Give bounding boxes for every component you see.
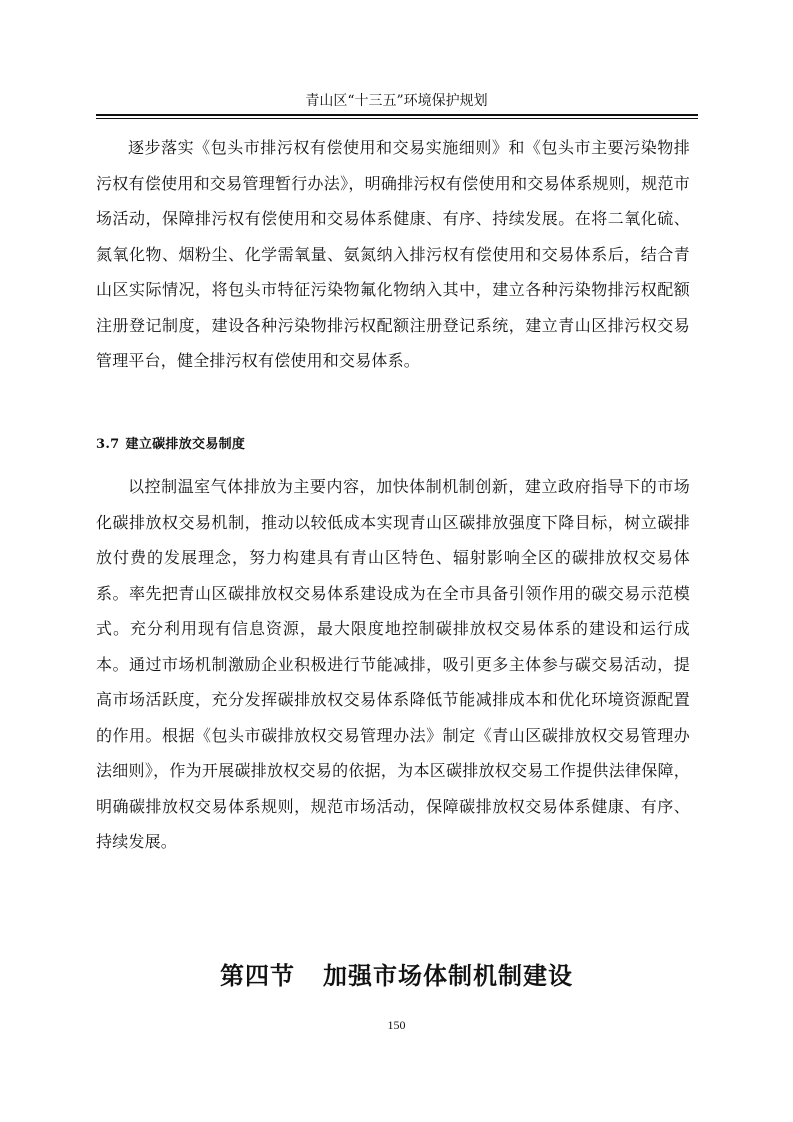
header-rule-thin bbox=[96, 118, 698, 119]
chapter-label: 第四节 bbox=[220, 962, 295, 990]
body-paragraph-2: 以控制温室气体排放为主要内容，加快体制机制创新，建立政府指导下的市场化碳排放权交易机制，推动以较低成本实现青山区碳排放强度下降目标，树立碳排放付费的发展理念，努力构建具有青山区特色、辐射影响全区的碳排放权交易体系。率先把青山区碳排放权交易体系建设成为在全市具备引领作用的碳交易示范模式。充分利用现有信息资源，最大限度地控制碳排放权交易体系的建设和运行成本。通过市场机制激励企业积极进行节能减排，吸引更多主体参与碳交易活动，提高市场活跃度，充分发挥碳排放权交易体系降低节能减排成本和优化环境资源配置的作用。根据《包头市碳排放权交易管理办法》制定《青山区碳排放权交易管理办法细则》，作为开展碳排放权交易的依据，为本区碳排放权交易工作提供法律保障，明确碳排放权交易体系规则，规范市场活动，保障碳排放权交易体系健康、有序、持续发展。 bbox=[96, 477, 690, 851]
chapter-heading bbox=[0, 960, 793, 992]
section-number: 3.7 bbox=[96, 437, 120, 452]
chapter-title: 加强市场体制机制建设 bbox=[323, 962, 573, 990]
page-number: 150 bbox=[387, 1018, 406, 1032]
body-paragraph-1: 逐步落实《包头市排污权有偿使用和交易实施细则》和《包头市主要污染物排污权有偿使用和交易管理暂行办法》，明确排污权有偿使用和交易体系规则，规范市场活动，保障排污权有偿使用和交易体系健康、有序、持续发展。在将二氧化硫、氮氧化物、烟粉尘、化学需氧量、氨氮纳入排污权有偿使用和交易体系后，结合青山区实际情况，将包头市特征污染物氟化物纳入其中，建立各种污染物排污权配额注册登记制度，建设各种污染物排污权配额注册登记系统，建立青山区排污权交易管理平台，健全排污权有偿使用和交易体系。 bbox=[96, 138, 690, 370]
header-rule-thick bbox=[96, 114, 698, 116]
running-header: 青山区“十三五”环境保护规划 bbox=[305, 93, 488, 109]
section-title: 建立碳排放交易制度 bbox=[125, 437, 246, 452]
section-heading bbox=[96, 436, 245, 454]
